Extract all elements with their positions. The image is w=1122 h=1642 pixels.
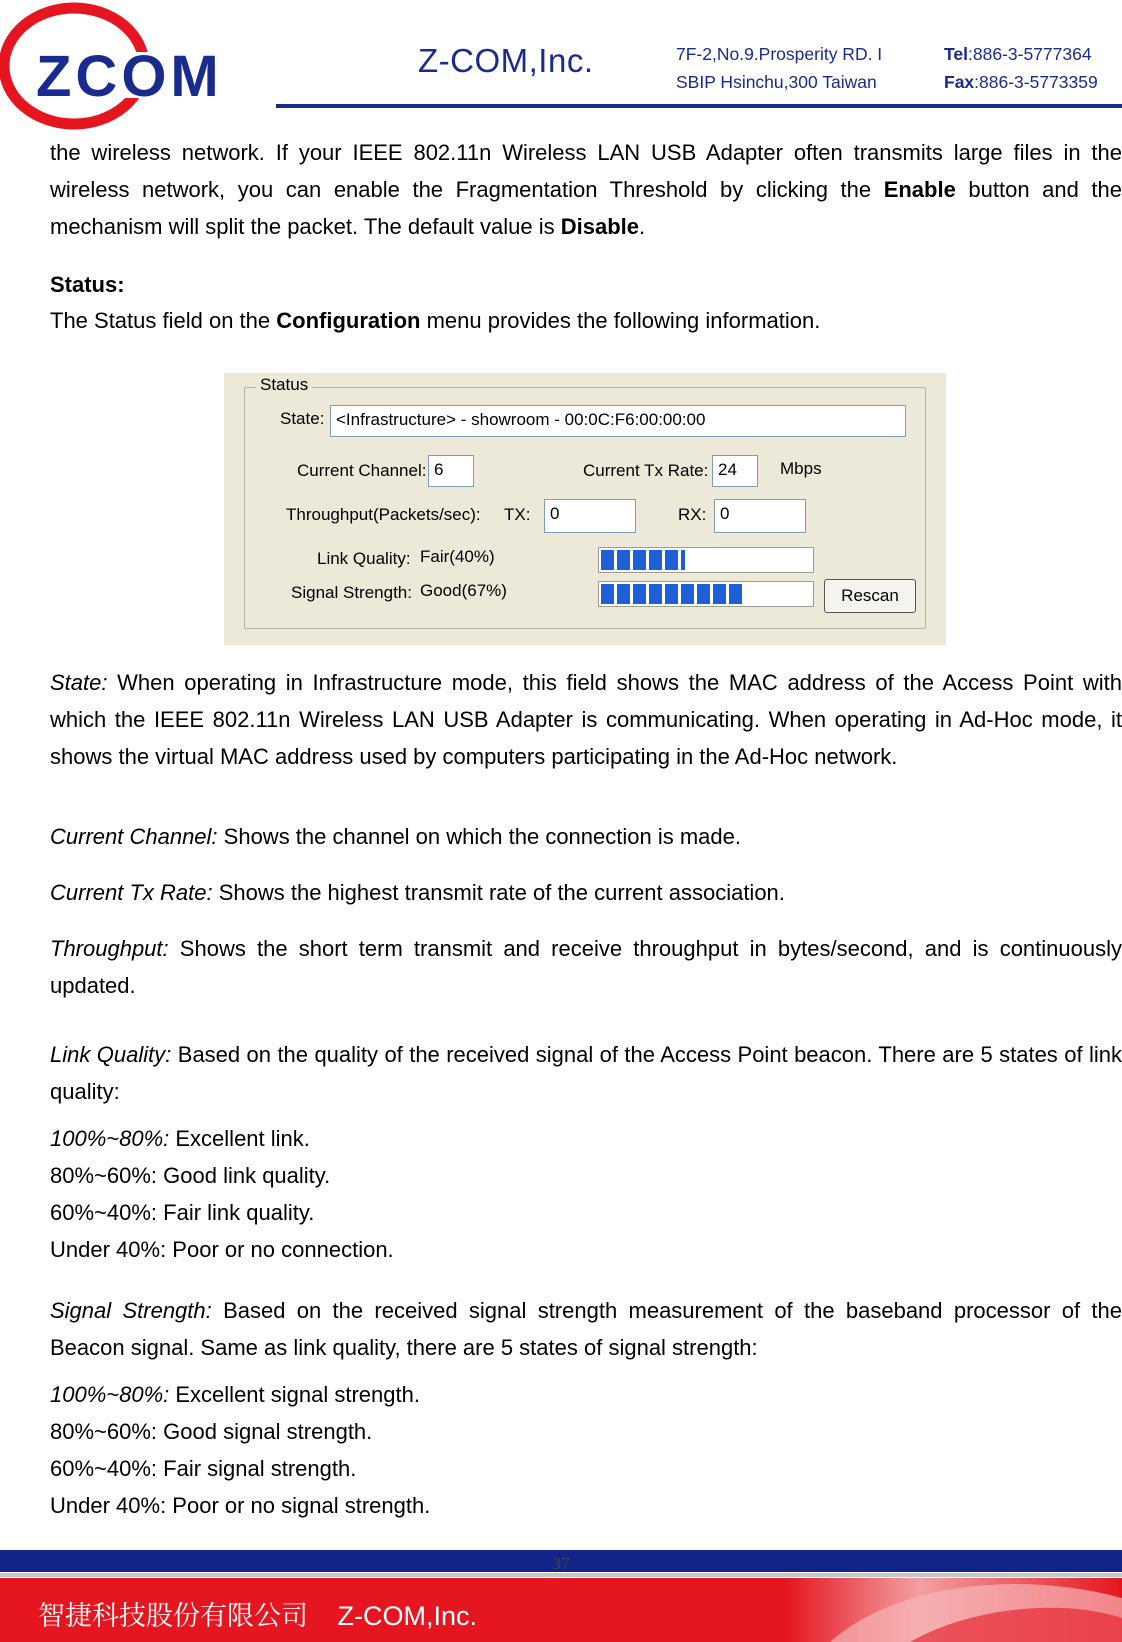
- link-quality-label: Link Quality:: [317, 549, 411, 568]
- link-quality-states: [50, 1120, 1122, 1268]
- signal-strength-bar: [598, 581, 814, 607]
- signal-strength-value: Good(67%): [420, 581, 507, 600]
- signal-strength-label: Signal Strength:: [291, 583, 412, 602]
- enable-term: Enable: [883, 177, 956, 202]
- throughput-label: Throughput(Packets/sec):: [286, 505, 481, 524]
- list-item: Under 40%: Poor or no connection.: [50, 1237, 394, 1262]
- status-group-title: Status: [256, 375, 312, 395]
- list-item: Under 40%: Poor or no signal strength.: [50, 1493, 431, 1518]
- current-tx-rate-label: Current Tx Rate:: [583, 461, 709, 480]
- fax-line: Fax:886-3-5773359: [944, 72, 1098, 92]
- status-intro: The Status field on the Configuration menu provides the following information.: [50, 308, 821, 333]
- current-tx-rate-term: Current Tx Rate:: [50, 880, 213, 905]
- status-dialog: [224, 373, 946, 645]
- tx-field[interactable]: 0: [544, 499, 636, 533]
- footer-company: [38, 1594, 477, 1633]
- signal-strength-bar-fill: [601, 584, 742, 604]
- current-channel-field[interactable]: 6: [428, 455, 474, 487]
- signal-strength-states: [50, 1376, 1122, 1524]
- zcom-logo-mark: [0, 0, 280, 130]
- company-name: Z-COM,Inc.: [418, 42, 594, 79]
- link-quality-bar-fill: [601, 550, 685, 570]
- current-tx-rate-description: Current Tx Rate: Shows the highest transmit rate of the current association.: [50, 880, 785, 905]
- company-address: [676, 40, 882, 96]
- link-quality-term: Link Quality:: [50, 1042, 172, 1067]
- current-channel-label: Current Channel:: [297, 461, 427, 480]
- list-item: 60%~40%: Fair signal strength.: [50, 1456, 357, 1481]
- state-description: State: When operating in Infrastructure mode, this field shows the MAC address of the Access Point with which the IEEE 802.11n Wireless LAN USB Adapter is communicating. When operating in Ad-Hoc mode, it shows the virtual MAC address used by computers participating in the Ad-Hoc network.: [50, 670, 1122, 769]
- state-label: State:: [280, 409, 325, 428]
- throughput-description: Throughput: Shows the short term transmit and receive throughput in bytes/second, and is continuously updated.: [50, 936, 1122, 998]
- svg-text:ZCOM: ZCOM: [36, 44, 223, 109]
- state-term: State:: [50, 670, 108, 695]
- address-line-2: SBIP Hsinchu,300 Taiwan: [676, 72, 877, 92]
- signal-strength-term: Signal Strength:: [50, 1298, 212, 1323]
- link-quality-value: Fair(40%): [420, 547, 495, 566]
- footer-company-en: Z-COM,Inc.: [337, 1601, 478, 1631]
- address-line-1: 7F-2,No.9.Prosperity RD. I: [676, 44, 883, 64]
- status-heading: Status:: [50, 272, 125, 297]
- page-header: [0, 0, 1122, 110]
- zcom-logo: [0, 0, 280, 130]
- throughput-term: Throughput:: [50, 936, 169, 961]
- list-item: 80%~60%: Good signal strength.: [50, 1419, 373, 1444]
- company-contact: [944, 40, 1098, 96]
- tel-line: Tel:886-3-5777364: [944, 44, 1092, 64]
- signal-strength-description: Signal Strength: Based on the received signal strength measurement of the baseband processor of the Beacon signal. Same as link quality, there are 5 states of signal strength:: [50, 1298, 1122, 1360]
- rescan-button[interactable]: Rescan: [824, 579, 916, 613]
- header-rule: [276, 104, 1122, 108]
- list-item: 100%~80%: Excellent signal strength.: [50, 1382, 420, 1407]
- current-channel-description: Current Channel: Shows the channel on which the connection is made.: [50, 824, 741, 849]
- current-tx-rate-field[interactable]: 24: [712, 455, 758, 487]
- rx-field[interactable]: 0: [714, 499, 806, 533]
- page-number: 37: [552, 1554, 570, 1573]
- page-footer: [0, 1578, 1122, 1642]
- configuration-term: Configuration: [276, 308, 421, 333]
- current-channel-term: Current Channel:: [50, 824, 218, 849]
- link-quality-description: Link Quality: Based on the quality of the received signal of the Access Point beacon. There are 5 states of link quality:: [50, 1042, 1122, 1104]
- footer-company-cn: 智捷科技股份有限公司: [38, 1601, 308, 1631]
- intro-paragraph: the wireless network. If your IEEE 802.11n Wireless LAN USB Adapter often transmits large files in the wireless network, you can enable the Fragmentation Threshold by clicking the Enable button and the mechanism will split the packet. The default value is Disable.: [50, 140, 1122, 239]
- footer-swoosh-graphic: [770, 1578, 1122, 1642]
- list-item: 80%~60%: Good link quality.: [50, 1163, 331, 1188]
- tx-rate-unit: Mbps: [780, 459, 822, 478]
- disable-term: Disable: [560, 214, 639, 239]
- state-field[interactable]: <Infrastructure> - showroom - 00:0C:F6:00:00:00: [330, 405, 906, 437]
- footer-divider: [0, 1573, 1122, 1577]
- list-item: 100%~80%: Excellent link.: [50, 1126, 310, 1151]
- list-item: 60%~40%: Fair link quality.: [50, 1200, 315, 1225]
- link-quality-bar: [598, 547, 814, 573]
- rx-label: RX:: [678, 505, 707, 524]
- tx-label: TX:: [504, 505, 531, 524]
